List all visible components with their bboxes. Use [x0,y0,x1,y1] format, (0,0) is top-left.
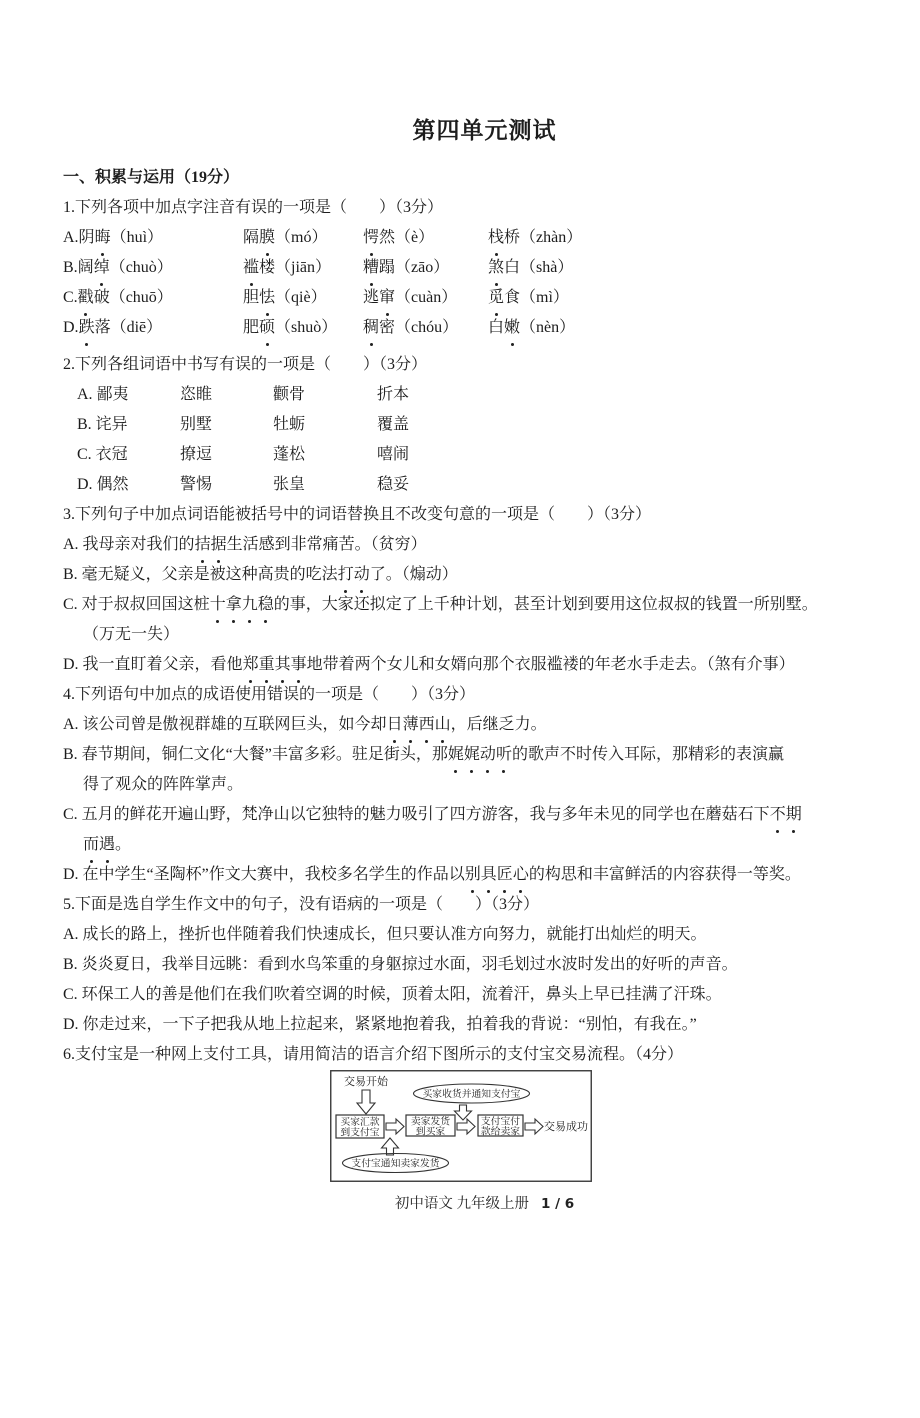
q3-stem: 3.下列句子中加点词语能被括号中的词语替换且不改变句意的一项是（ ）（3分） [63,506,652,523]
q1-d-word-4: 白嫩（nèn） [488,313,575,343]
flow-start-label: 交易开始 [344,1076,388,1088]
q2-d-word-4: 稳妥 [377,476,410,493]
q2-a-word-2: 恣睢 [180,386,213,403]
q5-stem: 5.下面是选自学生作文中的句子，没有语病的一项是（ ）（3分） [63,896,540,913]
q2-c-word-4: 嘻闹 [377,446,410,463]
q1-c-word-1: C.戳破（chuō） [63,283,173,313]
q4-option-b-line2: 得了观众的阵阵掌声。 [83,776,244,793]
q2-option-row-a [63,380,906,410]
page-title: 第四单元测试 [412,118,557,143]
q5-option-d: D. 你走过来，一下子把我从地上拉起来，紧紧地抱着我，拍着我的背说：“别怕，有我在。” [63,1016,697,1033]
q1-c-word-3: 逃窜（cuàn） [363,283,457,313]
q1-a-word-2: 隔膜（mó） [243,223,327,253]
flow-box2-line2: 到买家 [415,1126,446,1138]
arrow-down-icon [357,1090,375,1114]
q1-option-row-b [63,253,906,283]
q2-a-word-1: A. 鄙夷 [77,386,129,403]
flow-box1-line2: 到支付宝 [340,1127,380,1139]
flow-ellipse-bottom-label: 支付宝通知卖家发货 [351,1158,440,1170]
q1-b-word-1: B.阔绰（chuò） [63,253,173,283]
q1-b-word-4: 煞白（shà） [488,253,573,283]
q4-option-b-line1: B. 春节期间，铜仁文化“大餐”丰富多彩。驻足街头，那娓娓动听的歌声不时传入耳际，那精彩的表演赢 [63,740,906,770]
q1-a-word-1: A.阴晦（huì） [63,223,163,253]
q2-b-word-3: 牡蛎 [273,416,306,433]
q1-b-word-2: 褴楼（jiān） [243,253,331,283]
arrow-right-icon [457,1119,475,1134]
q1-option-row-d [63,313,906,343]
q2-b-word-2: 别墅 [180,416,213,433]
q1-d-word-3: 稠密（chóu） [363,313,458,343]
arrow-up-icon [382,1138,399,1155]
q2-c-word-3: 蓬松 [273,446,306,463]
q4-option-c-line1: C. 五月的鲜花开遍山野，梵净山以它独特的魅力吸引了四方游客，我与多年未见的同学也在蘑菇石下不期 [63,800,906,830]
q2-c-word-1: C. 衣冠 [77,446,128,463]
q5-option-a: A. 成长的路上，挫折也伴随着我们快速成长，但只要认准方向努力，就能打出灿烂的明天。 [63,926,707,943]
section-heading: 一、积累与运用（19分） [63,169,240,186]
q2-d-word-1: D. 偶然 [77,476,129,493]
arrow-right-icon [386,1119,404,1134]
flow-box1-line1: 买家汇款 [340,1117,380,1128]
q4-option-a: A. 该公司曾是傲视群雄的互联网巨头，如今却日薄西山，后继乏力。 [63,710,906,740]
footer-page-number: 1 / 6 [541,1196,575,1212]
q4-option-d: D. 在中学生“圣陶杯”作文大赛中，我校多名学生的作品以别具匠心的构思和丰富鲜活的内容获得一等奖。 [63,860,906,890]
test-paper-page [0,116,920,1213]
q1-a-word-4: 栈桥（zhàn） [488,223,582,253]
flow-end-label: 交易成功 [544,1121,588,1133]
q2-d-word-2: 警惕 [180,476,213,493]
q2-option-row-b [63,410,906,440]
q2-c-word-2: 撩逗 [180,446,213,463]
q1-c-word-4: 觅食（mì） [488,283,569,313]
q2-b-word-1: B. 诧异 [77,416,128,433]
q1-d-word-1: D.跌落（diē） [63,313,162,343]
q3-option-c-line1: C. 对于叔叔回国这桩十拿九稳的事，大家还拟定了上千种计划，甚至计划到要用这位叔叔的钱置一所别墅。 [63,590,906,620]
q2-b-word-4: 覆盖 [377,416,410,433]
q1-a-word-3: 愕然（è） [363,223,434,253]
q2-option-row-c [63,440,906,470]
q4-stem: 4.下列语句中加点的成语使用错误的一项是（ ）（3分） [63,686,476,703]
q2-d-word-3: 张皇 [273,476,306,493]
q1-option-row-c [63,283,906,313]
flow-box2-line1: 卖家发货 [410,1116,451,1128]
footer-course-label: 初中语文 九年级上册 [394,1196,529,1212]
arrow-down-icon [455,1105,472,1120]
q1-stem: 1.下列各项中加点字注音有误的一项是（ ）（3分） [63,199,444,216]
q1-option-row-a [63,223,906,253]
q5-option-c: C. 环保工人的善是他们在我们吹着空调的时候，顶着太阳，流着汗，鼻头上早已挂满了汗珠。 [63,986,722,1003]
alipay-flowchart [330,1070,592,1182]
q2-a-word-4: 折本 [377,386,410,403]
q5-option-b: B. 炎炎夏日，我举目远眺：看到水鸟笨重的身躯掠过水面，羽毛划过水波时发出的好听的声音。 [63,956,738,973]
arrow-right-icon [525,1119,543,1134]
q2-a-word-3: 颧骨 [273,386,306,403]
q2-option-row-d [63,470,906,500]
q3-option-b: B. 毫无疑义，父亲是被这种高贵的吃法打动了。（煽动） [63,560,906,590]
flow-box3-line2: 款给卖家 [480,1126,521,1138]
q4-option-c-line2: 而遇。 [63,830,906,860]
q2-stem: 2.下列各组词语中书写有误的一项是（ ）（3分） [63,356,428,373]
q3-option-c-line2: （万无一失） [83,626,180,643]
q3-option-d: D. 我一直盯着父亲，看他郑重其事地带着两个女儿和女婿向那个衣服褴褛的年老水手走去。（煞有介事） [63,650,906,680]
q6-stem: 6.支付宝是一种网上支付工具，请用简洁的语言介绍下图所示的支付宝交易流程。（4分） [63,1046,684,1063]
q3-option-a: A. 我母亲对我们的拮据生活感到非常痛苦。（贫穷） [63,530,906,560]
flow-box3-line1: 支付宝付 [480,1116,521,1128]
q1-d-word-2: 肥硕（shuò） [243,313,337,343]
page-footer [63,1192,906,1213]
flow-ellipse-top-label: 买家收货并通知支付宝 [422,1089,521,1100]
q1-b-word-3: 糟蹋（zāo） [363,253,449,283]
q1-c-word-2: 胆怯（qiè） [243,283,327,313]
